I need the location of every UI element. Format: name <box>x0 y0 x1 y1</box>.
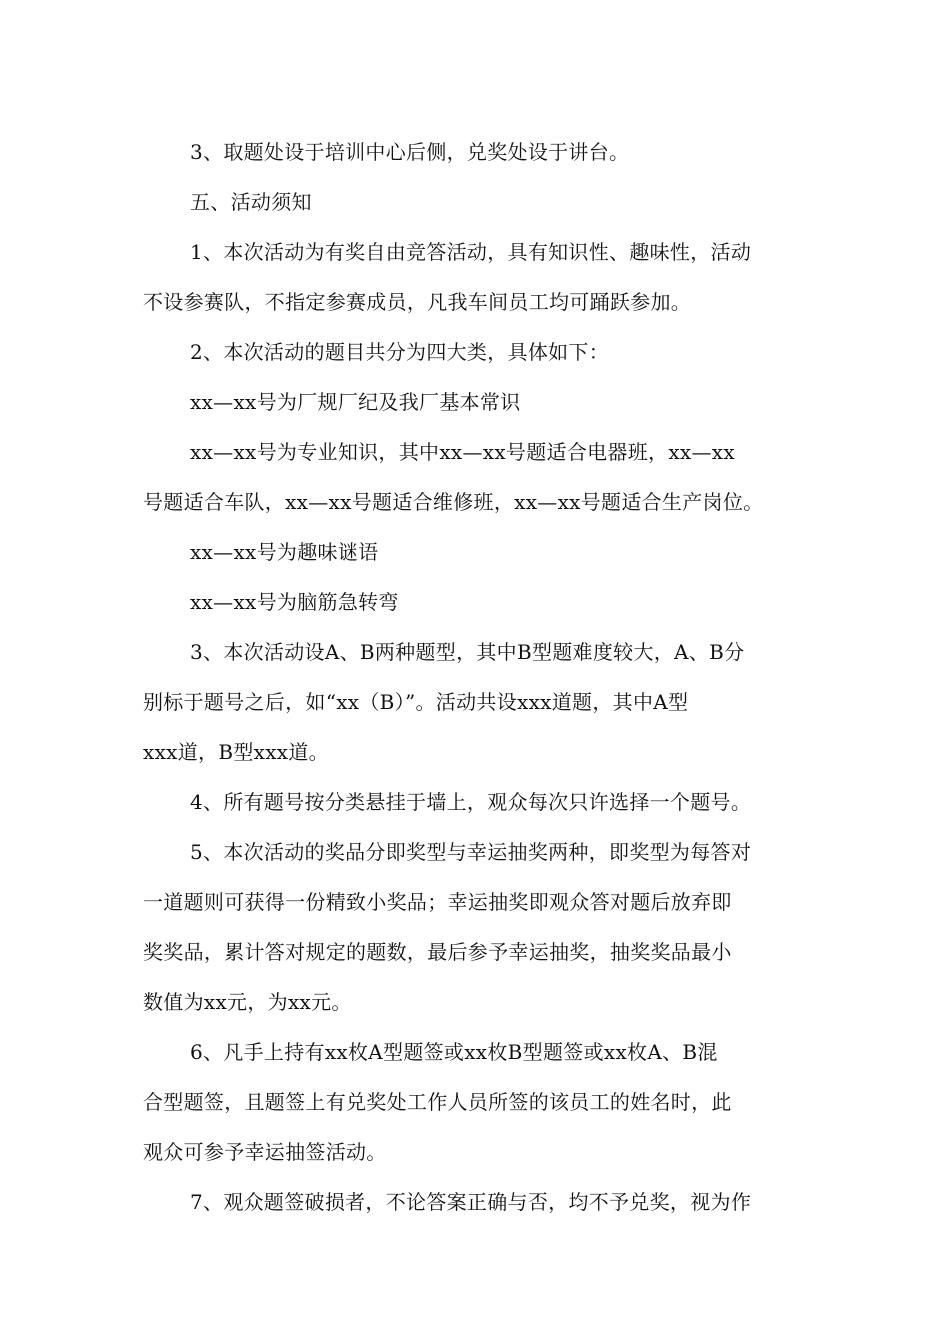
paragraph-line: 观众可参予幸运抽签活动。 <box>143 1140 387 1164</box>
paragraph-line: xxx道，B型xxx道。 <box>143 740 329 764</box>
paragraph-line: 3、取题处设于培训中心后侧，兑奖处设于讲台。 <box>190 140 630 164</box>
paragraph-line: 不设参赛队，不指定参赛成员，凡我车间员工均可踊跃参加。 <box>143 290 692 314</box>
paragraph-line: 5、本次活动的奖品分即奖型与幸运抽奖两种，即奖型为每答对 <box>190 840 752 864</box>
paragraph-line: xx—xx号为厂规厂纪及我厂基本常识 <box>190 390 521 414</box>
paragraph-line: 合型题签，且题签上有兑奖处工作人员所签的该员工的姓名时，此 <box>143 1090 732 1114</box>
paragraph-line: 奖奖品，累计答对规定的题数，最后参予幸运抽奖，抽奖奖品最小 <box>143 940 732 964</box>
paragraph-line: xx—xx号为趣味谜语 <box>190 540 379 564</box>
paragraph-line: 1、本次活动为有奖自由竞答活动，具有知识性、趣味性，活动 <box>190 240 752 264</box>
paragraph-line: 2、本次活动的题目共分为四大类，具体如下： <box>190 340 610 364</box>
paragraph-line: 数值为xx元，为xx元。 <box>143 990 352 1014</box>
paragraph-line: 一道题则可获得一份精致小奖品；幸运抽奖即观众答对题后放弃即 <box>143 890 732 914</box>
paragraph-line: 4、所有题号按分类悬挂于墙上，观众每次只许选择一个题号。 <box>190 790 752 814</box>
section-heading: 五、活动须知 <box>190 190 312 214</box>
paragraph-line: 6、凡手上持有xx枚A型题签或xx枚B型题签或xx枚A、B混 <box>190 1040 718 1064</box>
paragraph-line: 号题适合车队，xx—xx号题适合维修班，xx—xx号题适合生产岗位。 <box>143 490 764 514</box>
paragraph-line: 别标于题号之后，如“xx（B）”。活动共设xxx道题，其中A型 <box>143 690 689 714</box>
paragraph-line: xx—xx号为脑筋急转弯 <box>190 590 399 614</box>
paragraph-line: 7、观众题签破损者，不论答案正确与否，均不予兑奖，视为作 <box>190 1190 752 1214</box>
paragraph-line: xx—xx号为专业知识，其中xx—xx号题适合电器班，xx—xx <box>190 440 735 464</box>
paragraph-line: 3、本次活动设A、B两种题型，其中B型题难度较大，A、B分 <box>190 640 745 664</box>
